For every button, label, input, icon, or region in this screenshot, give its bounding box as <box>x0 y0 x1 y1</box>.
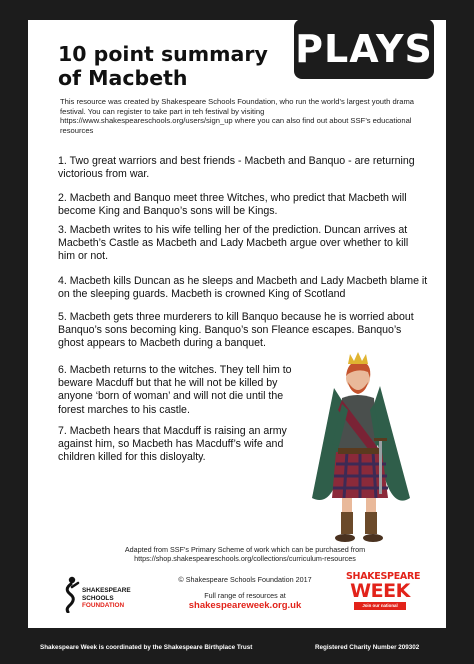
plays-badge-label: PLAYS <box>295 27 433 71</box>
full-range-link[interactable]: shakespeareweek.org.uk <box>188 600 302 611</box>
summary-point-7: 7. Macbeth hears that Macduff is raising an army against him, so Macbeth has Macduff’s wife and children killed for this disloyalty. <box>58 425 287 464</box>
ssf-logo-line2: SCHOOLS <box>82 594 114 602</box>
shakespeare-week-logo <box>344 571 421 616</box>
summary-point-4: 4. Macbeth kills Duncan as he sleeps and Macbeth and Lady Macbeth blame it on the sleeping guards. Macbeth is crowned King of Scotland <box>58 275 428 301</box>
sw-logo-tagline: Join our national celebration <box>354 602 406 610</box>
summary-point-6: 6. Macbeth returns to the witches. They tell him to beware Macduff but that he will not be killed by anyone ‘born of woman’ and will not die until the forest marches to his castle. <box>58 364 292 416</box>
ssf-logo-line3: FOUNDATION <box>82 602 125 609</box>
full-range-label: Full range of resources at <box>204 591 286 600</box>
summary-point-3: 3. Macbeth writes to his wife telling her of the prediction. Duncan arrives at Macbeth’s Castle as Macbeth and Lady Macbeth argue over whether to kill him or not. <box>58 224 409 263</box>
ssf-logo <box>62 575 138 613</box>
intro-text: This resource was created by Shakespeare Schools Foundation, who run the world’s largest youth drama festival. You can register to take part in teh festival by visiting https://www.shakespeareschools.org/users/sign_up where you can also find out about SSF’s educational resources <box>60 97 415 135</box>
ssf-figure-icon <box>62 575 80 613</box>
adapted-note: Adapted from SSF’s Primary Scheme of work which can be purchased from https://shop.shakespeareschools.org/collections/curriculum-resources <box>124 545 366 564</box>
page-title: 10 point summary of Macbeth <box>58 42 268 90</box>
copyright-text: © Shakespeare Schools Foundation 2017 <box>178 575 312 584</box>
summary-point-5: 5. Macbeth gets three murderers to kill Banquo because he is worried about Banquo’s sons becoming king. Banquo’s son Fleance escapes. Banquo’s ghost appears to Macbeth during a banquet. <box>58 311 414 350</box>
sw-logo-line2: WEEK <box>350 580 410 602</box>
macbeth-illustration-icon <box>292 348 422 548</box>
ssf-logo-text <box>82 587 131 610</box>
footer-coordinator-text: Shakespeare Week is coordinated by the Shakespeare Birthplace Trust <box>40 644 253 651</box>
plays-badge <box>294 19 434 79</box>
ssf-logo-line1: SHAKESPEARE <box>82 587 131 594</box>
summary-point-2: 2. Macbeth and Banquo meet three Witches, who predict that Macbeth will become King and Banquo’s sons will be Kings. <box>58 192 407 218</box>
summary-point-1: 1. Two great warriors and best friends - Macbeth and Banquo - are returning victorious from war. <box>58 155 415 181</box>
sw-logo-line1: SHAKESPEARE <box>346 571 421 582</box>
footer-charity-number: Registered Charity Number 209302 <box>315 644 420 651</box>
